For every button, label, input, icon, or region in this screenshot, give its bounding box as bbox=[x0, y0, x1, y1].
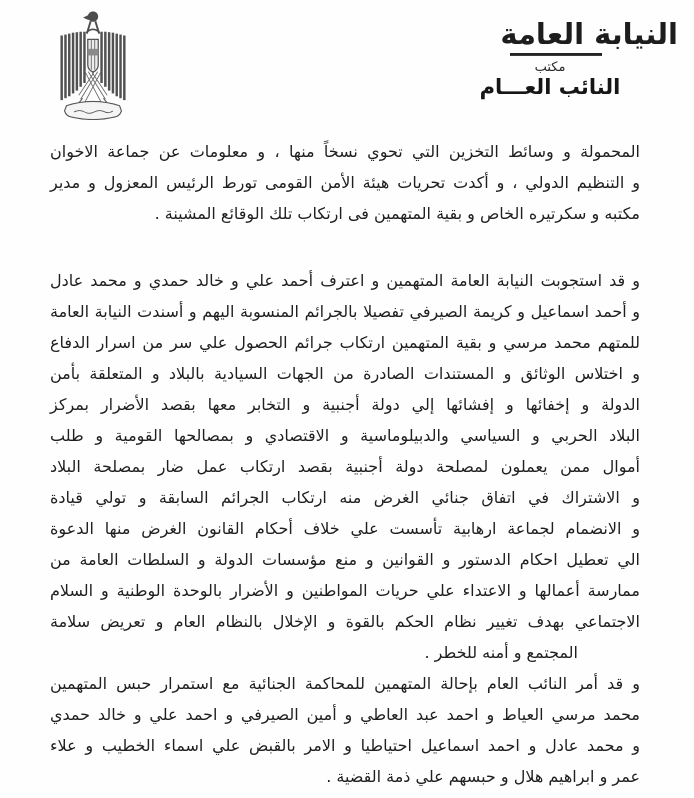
text-line: و التنظيم الدولي ، و أكدت تحريات هيئة الأمن القومى تورط الرئيس المعزول و مدير bbox=[50, 173, 640, 192]
text-line: المجتمع و أمنه للخطر . bbox=[424, 643, 578, 662]
text-line: البلاد الحربي و السياسي والدبيلوماسية و الاقتصادي و بمصالحها القومية و طلب bbox=[50, 426, 640, 445]
calligraphy-underline-decor bbox=[510, 53, 602, 56]
text-line: و الاشتراك في اتفاق جنائي الغرض منه ارتكاب الجرائم السابقة و تولي قيادة bbox=[50, 488, 640, 507]
text-line: الدولة و إخفائها و إفشائها إلي دولة أجنبية و التخابر معها بقصد الأضرار بمركز bbox=[50, 395, 640, 414]
letterhead bbox=[0, 0, 694, 124]
org-title-calligraphy: النيابة العامة bbox=[500, 17, 678, 51]
egypt-eagle-emblem-icon bbox=[50, 8, 136, 120]
text-line: و قد استجوبت النيابة العامة المتهمين و اعترف أحمد علي و خالد حمدي و محمد عادل bbox=[50, 271, 640, 290]
paragraph bbox=[50, 265, 640, 668]
text-line: و اختلاس الوثائق و المستندات الصادرة من الجهات السيادية بالبلاد و المتعلقة بأمن bbox=[50, 364, 640, 383]
office-name: النائب العـــام bbox=[479, 75, 621, 100]
text-line: للمتهم محمد مرسي و بقية المتهمين ارتكاب جرائم الحصول علي سر من اسرار الدفاع bbox=[50, 333, 640, 352]
text-line: محمد مرسي العياط و احمد عبد العاطي و أمين الصيرفي و احمد علي و خالد حمدي bbox=[50, 705, 640, 724]
text-line: و قد أمر النائب العام بإحالة المتهمين للمحاكمة الجنائية مع استمرار حبس المتهمين bbox=[50, 674, 640, 693]
text-line: الاجتماعي بهدف تغيير نظام الحكم بالقوة و الإخلال بالنظام العام و تعريض سلامة bbox=[50, 612, 640, 631]
text-line: و الانضمام لجماعة ارهابية تأسست علي خلاف أحكام القانون الغرض منها الدعوة bbox=[50, 519, 640, 538]
text-line: و محمد عادل و احمد اسماعيل احتياطيا و الامر بالقبض علي اسماء الخطيب و علاء bbox=[50, 736, 640, 755]
letterhead-titles bbox=[414, 8, 686, 99]
text-line: و أحمد اسماعيل و كريمة الصيرفي تفصيلا بالجرائم المنسوبة اليهم و أسندت النيابة العامة bbox=[50, 302, 640, 321]
text-line: أموال ممن يعملون لمصلحة دولة أجنبية بقصد ارتكاب عمل ضار بمصلحة البلاد bbox=[50, 457, 640, 476]
text-line: مكتبه و سكرتيره الخاص و بقية المتهمين فى ارتكاب تلك الوقائع المشينة . bbox=[154, 204, 640, 223]
paragraph bbox=[50, 668, 640, 792]
paragraph bbox=[50, 136, 640, 229]
text-line: ممارسة أعمالها و الاعتداء علي حريات المواطنين و الأضرار بالوحدة الوطنية و السلام bbox=[50, 581, 640, 600]
text-line: الي تعطيل احكام الدستور و القوانين و منع مؤسسات الدولة و السلطات العامة من bbox=[50, 550, 640, 569]
document-body bbox=[0, 124, 694, 792]
office-label: مكتب bbox=[534, 60, 566, 76]
text-line: المحمولة و وسائط التخزين التي تحوي نسخاً منها ، و معلومات عن جماعة الاخوان bbox=[50, 142, 640, 161]
text-line: عمر و ابراهيم هلال و حبسهم علي ذمة القضية . bbox=[326, 767, 640, 786]
